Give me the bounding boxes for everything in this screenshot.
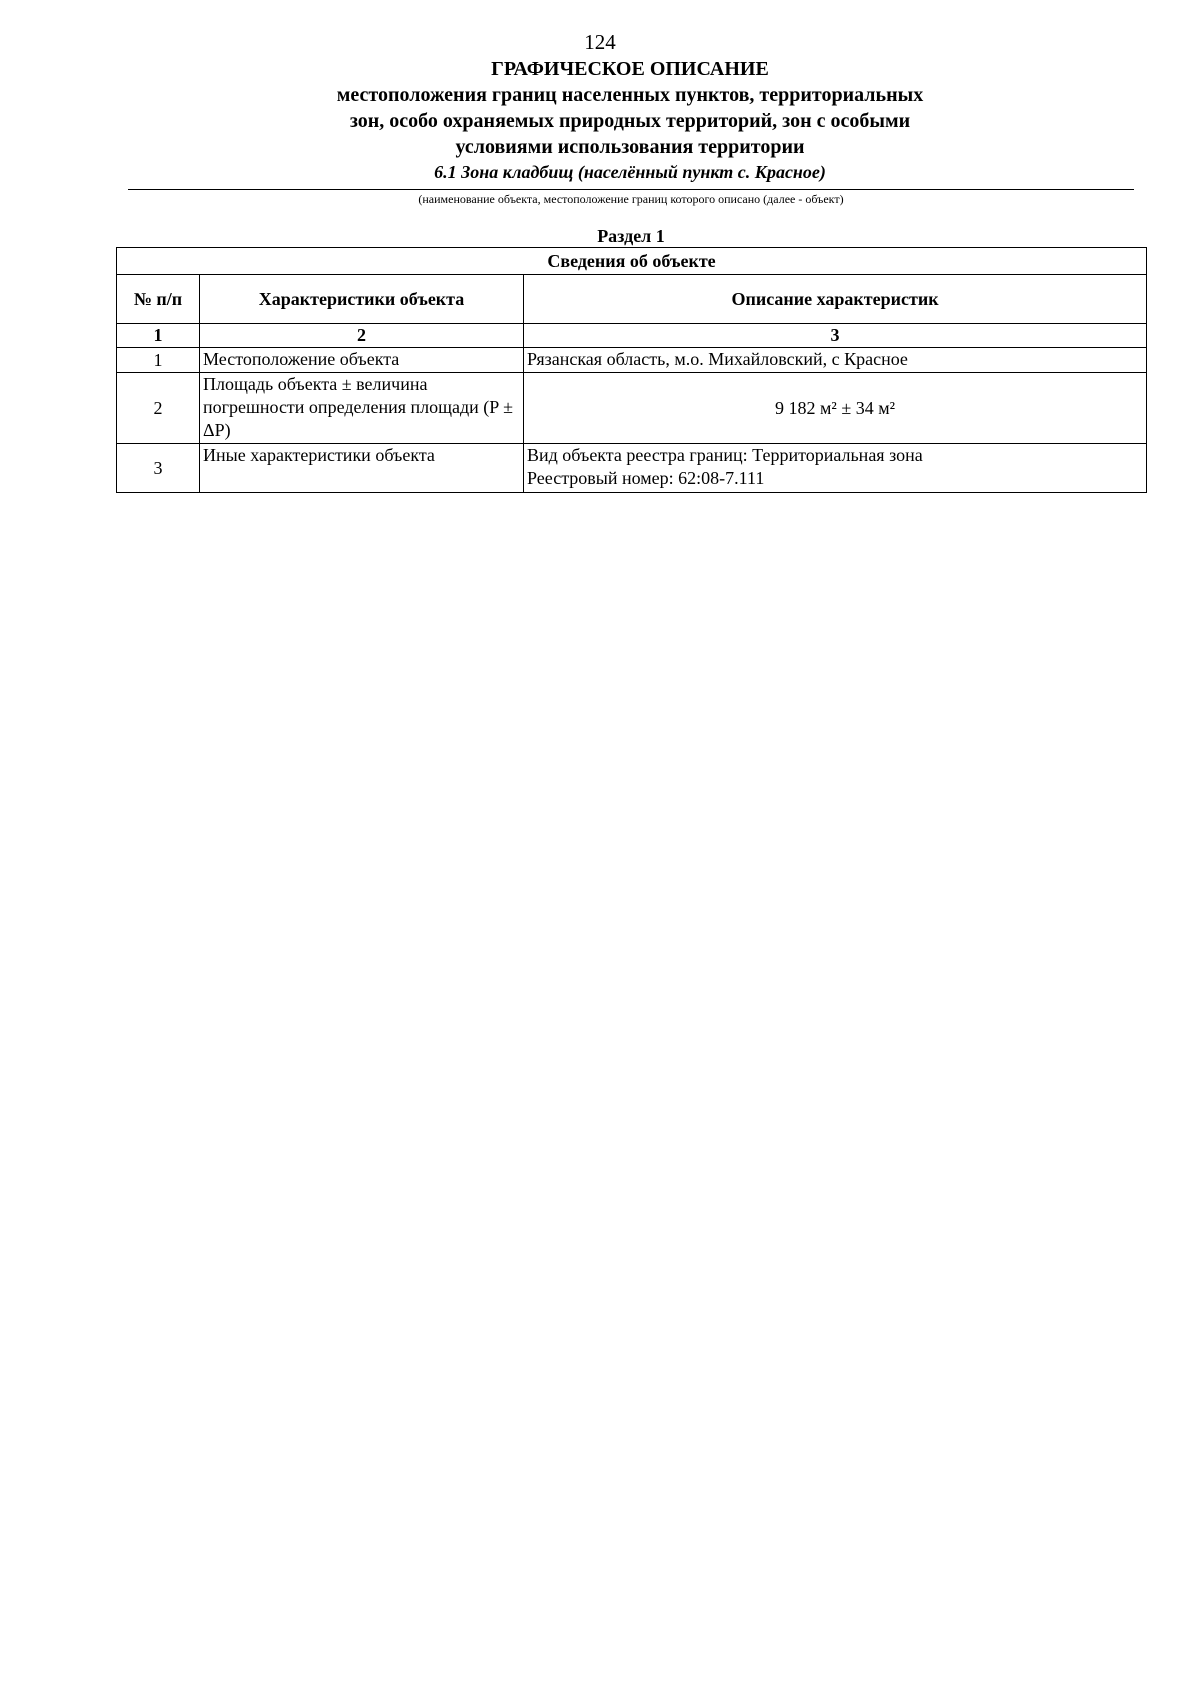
column-index: 1 — [117, 324, 200, 348]
column-header-description: Описание характеристик — [524, 275, 1147, 324]
title-block — [0, 56, 1200, 184]
row-number: 2 — [117, 373, 200, 444]
row-number: 3 — [117, 444, 200, 493]
row-description: Рязанская область, м.о. Михайловский, с Красное — [524, 348, 1147, 373]
document-subtitle-line-3: условиями использования территории — [455, 136, 805, 158]
table-header-row — [117, 275, 1147, 324]
row-number: 1 — [117, 348, 200, 373]
column-header-number: № п/п — [117, 275, 200, 324]
row-description-line: Реестровый номер: 62:08-7.111 — [527, 468, 765, 488]
document-title: ГРАФИЧЕСКОЕ ОПИСАНИЕ — [491, 58, 769, 80]
table-row — [117, 348, 1147, 373]
document-subtitle-line-1: местоположения границ населенных пунктов, территориальных — [336, 84, 924, 106]
table-caption: Сведения об объекте — [117, 248, 1147, 275]
column-index-row — [117, 324, 1147, 348]
table-caption-row — [117, 248, 1147, 275]
row-characteristic: Местоположение объекта — [200, 348, 524, 373]
row-characteristic: Площадь объекта ± величина погрешности определения площади (P ± ΔP) — [200, 373, 524, 444]
row-characteristic: Иные характеристики объекта — [200, 444, 524, 493]
row-description-line: Вид объекта реестра границ: Территориальная зона — [527, 445, 923, 465]
document-subtitle-line-2: зон, особо охраняемых природных территорий, зон с особыми — [349, 110, 911, 132]
section-title: Раздел 1 — [597, 226, 665, 246]
object-info-table — [116, 247, 1147, 493]
page-number: 124 — [584, 30, 616, 54]
underline-rule — [128, 189, 1134, 190]
object-caption: (наименование объекта, местоположение границ которого описано (далее - объект) — [418, 192, 844, 206]
object-name: 6.1 Зона кладбищ (населённый пункт с. Красное) — [434, 162, 826, 182]
column-index: 2 — [200, 324, 524, 348]
table-row — [117, 373, 1147, 444]
row-description: 9 182 м² ± 34 м² — [524, 373, 1147, 444]
column-index: 3 — [524, 324, 1147, 348]
row-description — [524, 444, 1147, 493]
table-row — [117, 444, 1147, 493]
column-header-characteristic: Характеристики объекта — [200, 275, 524, 324]
